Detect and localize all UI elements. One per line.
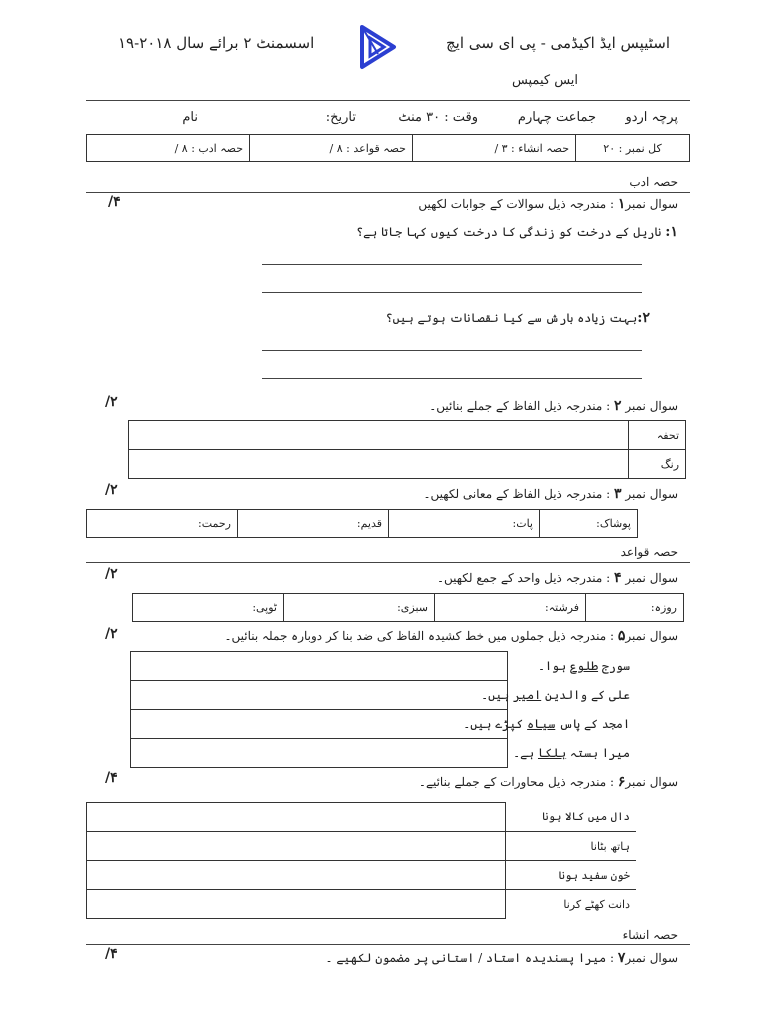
- q5-sentence: [538, 659, 630, 673]
- idiom-answer-cell[interactable]: [87, 832, 506, 861]
- q6-marks: /۴: [105, 770, 118, 786]
- campus-name: ایس کیمپس: [511, 73, 578, 88]
- q5-instruction: : مندرجہ ذیل جملوں میں خط کشیدہ الفاظ کی ضد بنا کر دوبارہ جملہ بنائیں۔: [224, 629, 614, 643]
- q7-marks: /۴: [105, 946, 118, 962]
- q1-sub1-text: ناریل کے درخت کو زندگی کا درخت کیوں کہا جاتا ہے؟: [356, 225, 662, 239]
- sentence-answer-cell[interactable]: [129, 421, 629, 450]
- q2-word: رنگ: [629, 450, 686, 479]
- sentence-text: علی کے والدین: [541, 688, 630, 702]
- q5-heading: [224, 628, 678, 644]
- idiom-answer-cell[interactable]: [87, 803, 506, 832]
- q1-sub1: [356, 224, 678, 240]
- q3-word-cell[interactable]: پوشاک:: [540, 510, 638, 538]
- q5-title: سوال نمبر: [625, 629, 678, 643]
- marks-insha: حصہ انشاء : ۳ /: [413, 135, 576, 162]
- date-label: تاریخ:: [325, 110, 356, 125]
- academy-name: اسٹیپس ایڈ اکیڈمی - پی ای سی ایچ: [445, 34, 670, 52]
- q7-title: سوال نمبر: [625, 951, 678, 965]
- q2-number: ۲: [614, 398, 622, 414]
- sentence-text: ہے۔: [513, 746, 538, 760]
- q5-sentence: [463, 717, 630, 731]
- academy-logo-icon: [358, 24, 398, 70]
- q5-answer-cell[interactable]: [131, 681, 508, 710]
- q4-number: ۴: [614, 570, 622, 586]
- q1-number: ۱: [617, 196, 626, 212]
- q6-idiom: ہاتھ بٹانا: [506, 832, 637, 861]
- q6-idiom: دانت کھٹے کرنا: [563, 897, 630, 911]
- underlined-word: امیر: [513, 688, 542, 702]
- header-divider: [86, 100, 690, 101]
- assessment-title: اسسمنٹ ۲ برائے سال ۲۰۱۸-۱۹: [118, 34, 315, 52]
- q3-word-cell[interactable]: رحمت:: [87, 510, 238, 538]
- q3-table: [86, 509, 638, 538]
- paper-subject: پرچہ اردو: [625, 110, 678, 125]
- section-insha: حصہ انشاء: [622, 928, 678, 942]
- q4-instruction: : مندرجہ ذیل واحد کے جمع لکھیں۔: [436, 571, 611, 585]
- q6-number: ۶: [617, 774, 626, 790]
- q5-answer-cell[interactable]: [131, 739, 508, 768]
- marks-total: کل نمبر : ۲۰: [576, 135, 690, 162]
- q4-title: سوال نمبر: [625, 571, 678, 585]
- q6-title: سوال نمبر: [625, 775, 678, 789]
- q3-marks: /۲: [105, 482, 118, 498]
- q1-sub2: [386, 310, 650, 326]
- q3-instruction: : مندرجہ ذیل الفاظ کے معانی لکھیں۔: [423, 487, 611, 501]
- q2-word: تحفہ: [629, 421, 686, 450]
- time-allowed: وقت : ۳۰ منٹ: [398, 110, 478, 125]
- underlined-word: طلوع: [569, 659, 599, 673]
- answer-line[interactable]: [262, 264, 642, 265]
- underlined-word: ہلکا: [537, 746, 567, 760]
- q7-heading: [325, 950, 678, 966]
- q6-idiom: خون سفید ہونا: [506, 861, 637, 890]
- q1-marks: /۴: [108, 194, 121, 210]
- q6-table: [86, 802, 636, 919]
- q7-number: ۷: [617, 950, 626, 966]
- marks-adab: حصہ ادب : ۸ /: [87, 135, 250, 162]
- section-divider: [86, 562, 690, 563]
- answer-line[interactable]: [262, 350, 642, 351]
- q4-marks: /۲: [105, 566, 118, 582]
- q4-word-cell[interactable]: فرشتہ:: [435, 594, 586, 622]
- q6-idiom: دال میں کالا ہونا: [506, 803, 637, 832]
- q1-sub2-text: بہت زیادہ بارش سے کیا نقصانات ہوتے ہیں؟: [385, 311, 638, 325]
- underlined-word: سیاہ: [527, 717, 556, 731]
- q5-answer-cell[interactable]: [131, 710, 508, 739]
- q4-heading: [437, 570, 678, 586]
- q4-word-cell[interactable]: روزہ:: [586, 594, 684, 622]
- q5-answer-cell[interactable]: [131, 652, 508, 681]
- q2-table: [128, 420, 686, 479]
- name-label: نام: [182, 110, 198, 125]
- q3-number: ۳: [614, 486, 622, 502]
- q4-table: [132, 593, 684, 622]
- q1-sub2-number: ۲:: [637, 310, 650, 326]
- q5-answer-table: [130, 651, 508, 768]
- sentence-text: سورج: [598, 659, 630, 673]
- marks-table: [86, 134, 690, 162]
- q2-title: سوال نمبر: [625, 399, 678, 413]
- q2-marks: /۲: [105, 394, 118, 410]
- q5-sentence: [481, 688, 630, 702]
- q2-instruction: : مندرجہ ذیل الفاظ کے جملے بنائیں۔: [429, 399, 611, 413]
- section-adab: حصہ ادب: [629, 175, 678, 189]
- sentence-text: میرا بستہ: [566, 746, 630, 760]
- q2-heading: [429, 398, 678, 414]
- q5-marks: /۲: [105, 626, 118, 642]
- section-qawaid: حصہ قواعد: [620, 545, 678, 559]
- q3-word-cell[interactable]: قدیم:: [238, 510, 389, 538]
- q7-instruction: : میرا پسندیدہ استاد / استانی پر مضمون لکھیے ۔: [325, 951, 614, 965]
- q3-heading: [424, 486, 679, 502]
- q4-word-cell[interactable]: سبزی:: [284, 594, 435, 622]
- section-divider: [86, 944, 690, 945]
- idiom-answer-cell[interactable]: [87, 861, 506, 890]
- answer-line[interactable]: [262, 378, 642, 379]
- section-divider: [86, 192, 690, 193]
- sentence-text: امجد کے پاس: [555, 717, 630, 731]
- sentence-text: ہیں۔: [481, 688, 514, 702]
- sentence-answer-cell[interactable]: [129, 450, 629, 479]
- sentence-text: کپڑے ہیں۔: [463, 717, 528, 731]
- q1-instruction: : مندرجہ ذیل سوالات کے جوابات لکھیں: [418, 197, 614, 211]
- q1-sub1-number: ۱:: [665, 224, 678, 240]
- q5-sentence: [513, 746, 630, 760]
- sentence-text: ہوا۔: [537, 659, 570, 673]
- q3-word-cell[interactable]: پات:: [389, 510, 540, 538]
- q3-title: سوال نمبر: [625, 487, 678, 501]
- q6-instruction: : مندرجہ ذیل محاورات کے جملے بنائیے۔: [418, 775, 614, 789]
- q1-heading: [418, 196, 678, 212]
- q4-word-cell[interactable]: ٹوپی:: [133, 594, 284, 622]
- answer-line[interactable]: [262, 292, 642, 293]
- q6-heading: [419, 774, 678, 790]
- idiom-answer-cell[interactable]: [87, 890, 506, 919]
- q1-title: سوال نمبر: [625, 197, 678, 211]
- class-name: جماعت چہارم: [517, 110, 596, 125]
- q5-number: ۵: [617, 628, 626, 644]
- marks-qawaid: حصہ قواعد : ۸ /: [250, 135, 413, 162]
